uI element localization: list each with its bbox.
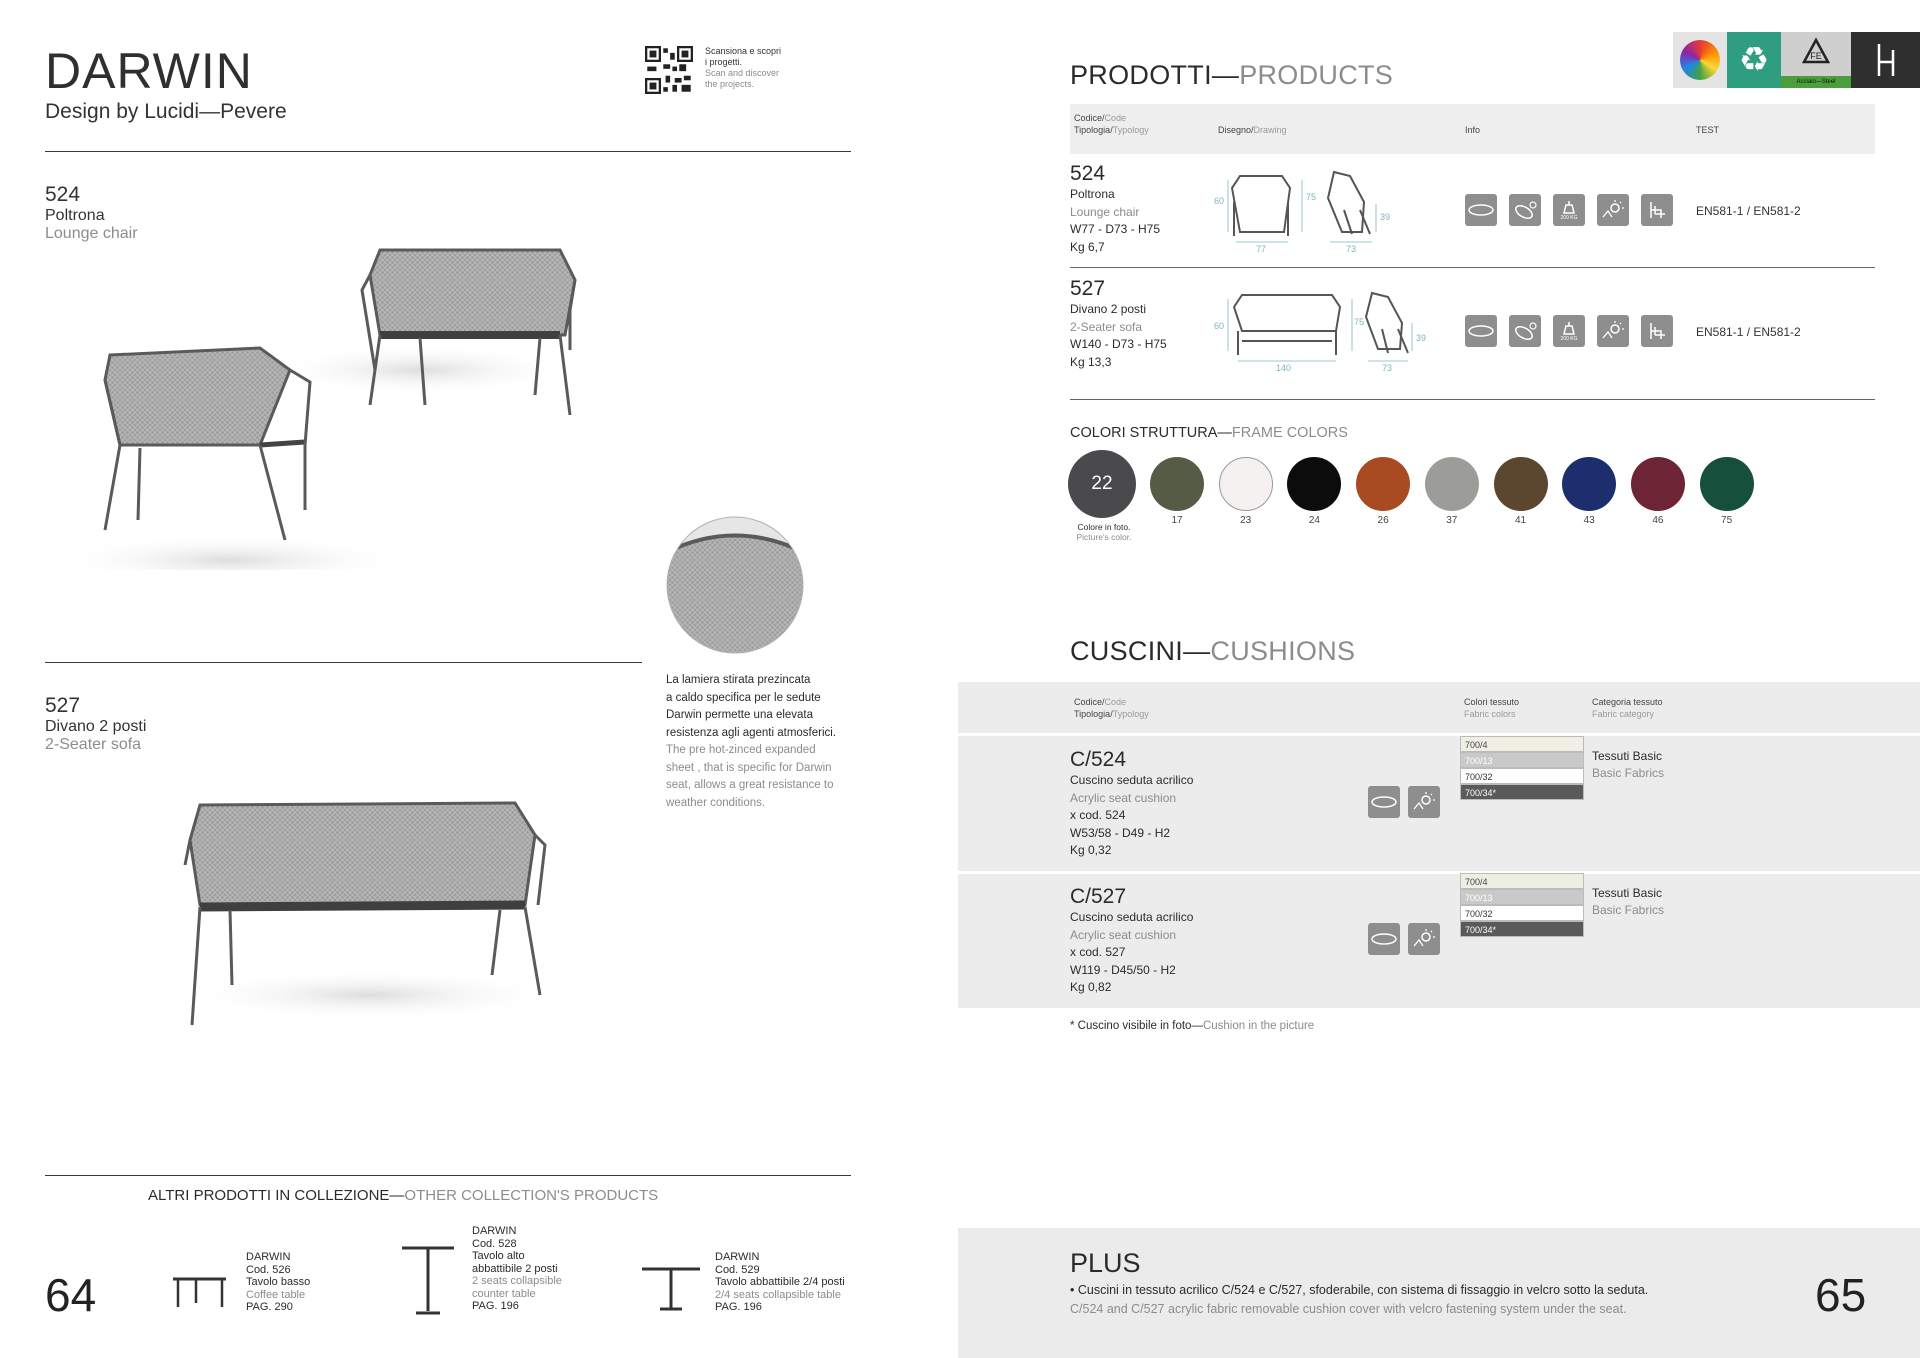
page-number-right: 65	[1815, 1269, 1867, 1321]
swatch-label: 41	[1514, 515, 1527, 526]
color-swatch-17[interactable]	[1150, 457, 1204, 511]
other-product-528[interactable]: DARWIN Cod. 528 Tavolo alto abbattibile 2 posti 2 seats collapsible counter table PAG. 196	[472, 1225, 562, 1312]
header-drawing: Disegno/Drawing	[1218, 125, 1287, 135]
row-dimensions: W140 - D73 - H75	[1070, 337, 1167, 351]
dim-arm: 60	[1214, 196, 1225, 206]
sofa-technical-drawing	[1212, 281, 1442, 371]
cushion-name-it: Cuscino seduta acrilico	[1070, 910, 1194, 924]
cushion-icons	[1368, 923, 1440, 955]
product-row-527	[1070, 277, 1875, 382]
page-number-left: 64	[45, 1269, 97, 1321]
weather-resistant-icon	[1597, 194, 1629, 226]
fabric-700-4: 700/4	[1460, 736, 1584, 752]
dim-seat: 39	[1416, 333, 1427, 343]
other-product-526[interactable]: DARWIN Cod. 526 Tavolo basso Coffee table PAG. 290	[246, 1251, 311, 1313]
chair-category-icon	[1851, 32, 1920, 88]
cushion-icon	[1465, 315, 1497, 347]
cushion-for: x cod. 524	[1070, 808, 1126, 822]
cushion-weight: Kg 0,82	[1070, 980, 1112, 994]
row-weight: Kg 13,3	[1070, 354, 1112, 369]
plus-section	[958, 1228, 1920, 1358]
row-dimensions: W77 - D73 - H75	[1070, 222, 1161, 236]
cushions-section-title: CUSCINI—CUSHIONS	[1070, 636, 1356, 666]
swatch-label: 46	[1652, 515, 1664, 526]
cushion-icon	[1368, 786, 1400, 818]
cushion-header-category: Categoria tessuto Fabric category	[1592, 697, 1663, 719]
cushion-weight: Kg 0,32	[1070, 843, 1112, 857]
dim-arm: 60	[1214, 321, 1225, 331]
frame-color-swatches	[1068, 450, 1868, 550]
chair-technical-drawing	[1212, 162, 1422, 252]
product-527-label	[45, 694, 146, 754]
dim-depth: 73	[1382, 363, 1393, 371]
cushion-code: C/527	[1070, 885, 1127, 908]
product-code: 524	[45, 183, 81, 206]
fabric-700-4: 700/4	[1460, 873, 1584, 889]
cushion-header-code: Codice/Code Tipologia/Typology	[1074, 697, 1149, 719]
cushion-cover-icon	[1509, 315, 1541, 347]
row-weight: Kg 6,7	[1070, 239, 1105, 254]
swatch-label: 37	[1446, 515, 1458, 526]
swatch-label: 26	[1377, 515, 1389, 526]
collection-title: DARWIN	[45, 43, 253, 99]
weather-resistant-icon	[1408, 923, 1440, 955]
products-section-title: PRODOTTI—PRODUCTS	[1070, 60, 1394, 90]
swatch-code-in-photo: 22	[1091, 473, 1113, 494]
frame-colors-title: COLORI STRUTTURA—FRAME COLORS	[1070, 425, 1348, 441]
cushion-dimensions: W53/58 - D49 - H2	[1070, 825, 1171, 840]
cushion-row-c524	[1070, 748, 1193, 860]
product-name-en: Lounge chair	[45, 225, 138, 242]
qr-code-icon[interactable]	[645, 46, 693, 94]
cushion-row-c527	[1070, 885, 1193, 997]
qr-caption: Scansiona e scopri i progetti. Scan and discover the projects.	[705, 46, 782, 89]
svg-text:FE: FE	[1810, 51, 1822, 61]
other-products-heading: ALTRI PRODOTTI IN COLLEZIONE—OTHER COLLECTION'S PRODUCTS	[148, 1187, 659, 1204]
product-name-it: Poltrona	[45, 207, 105, 224]
swatch-label: 75	[1721, 515, 1733, 526]
stackable-icon	[1641, 194, 1673, 226]
color-swatch-41[interactable]	[1494, 457, 1548, 511]
steel-material-icon	[1781, 32, 1851, 74]
products-table-header	[1070, 104, 1875, 154]
color-swatch-43[interactable]	[1562, 457, 1616, 511]
cushion-icons	[1368, 786, 1440, 818]
weather-resistant-icon	[1408, 786, 1440, 818]
color-swatch-46[interactable]	[1631, 457, 1685, 511]
dim-width: 140	[1276, 363, 1292, 371]
test-standards: EN581-1 / EN581-2	[1696, 325, 1801, 339]
cushion-icon	[1465, 194, 1497, 226]
row-name-en: Lounge chair	[1070, 204, 1140, 219]
fabric-700-13: 700/13	[1460, 889, 1584, 905]
dim-height: 75	[1306, 192, 1317, 202]
color-swatch-26[interactable]	[1356, 457, 1410, 511]
row-name-it: Divano 2 posti	[1070, 302, 1147, 316]
product-row-524	[1070, 162, 1875, 267]
dim-seat: 39	[1380, 212, 1391, 222]
cushion-cover-icon	[1509, 194, 1541, 226]
dim-depth: 73	[1346, 244, 1357, 252]
swatch-label: 17	[1171, 515, 1183, 526]
cushion-name-en: Acrylic seat cushion	[1070, 927, 1177, 942]
color-swatch-23[interactable]	[1219, 457, 1273, 511]
row-name-it: Poltrona	[1070, 187, 1115, 201]
fabric-700-32: 700/32	[1460, 768, 1584, 784]
cushion-for: x cod. 527	[1070, 945, 1126, 959]
header-test: TEST	[1696, 125, 1720, 135]
cushions-table	[958, 682, 1920, 1008]
section-divider	[45, 662, 642, 663]
swatch-label: 24	[1308, 515, 1320, 526]
header-divider	[45, 151, 851, 152]
cushion-dimensions: W119 - D45/50 - H2	[1070, 962, 1176, 977]
designer-credit: Design by Lucidi—Pevere	[45, 100, 287, 123]
color-wheel-icon	[1680, 40, 1720, 80]
row-code: 524	[1070, 162, 1106, 185]
plus-description: • Cuscini in tessuto acrilico C/524 e C/527, sfoderabile, con sistema di fissaggio in velcro sotto la seduta. C/524 and C/527 acrylic fabric removable cushion cover with velcro fastening system under the seat.	[1070, 1283, 1649, 1316]
header-code-type: Codice/Code Tipologia/Typology	[1074, 113, 1149, 135]
test-standards: EN581-1 / EN581-2	[1696, 204, 1801, 218]
cushion-name-en: Acrylic seat cushion	[1070, 790, 1177, 805]
sofa-photo	[170, 795, 560, 1030]
product-code: 527	[45, 694, 81, 717]
recycle-icon: ♻	[1727, 32, 1781, 88]
load-capacity-icon: 200 KG	[1553, 194, 1585, 226]
fabric-colors-c524	[1460, 736, 1584, 800]
row-code: 527	[1070, 277, 1106, 300]
cushion-code: C/524	[1070, 748, 1127, 771]
counter-table-icon	[398, 1243, 458, 1318]
material-description: La lamiera stirata prezincata a caldo specifica per le sedute Darwin permette una elevata resistenza agli agenti atmosferici. The pre hot-zinced expanded sheet , that is specific for Darwin seat, allows a great resistance to weather conditions.	[666, 674, 837, 809]
cushion-icon	[1368, 923, 1400, 955]
plus-title: PLUS	[1070, 1248, 1141, 1278]
coffee-table-icon	[170, 1273, 230, 1313]
lounge-chair-photo	[80, 230, 600, 570]
info-icons	[1465, 315, 1673, 347]
product-name-en: 2-Seater sofa	[45, 736, 142, 753]
footer-divider	[45, 1175, 851, 1176]
other-product-529[interactable]: DARWIN Cod. 529 Tavolo abbattibile 2/4 posti 2/4 seats collapsible table PAG. 196	[715, 1251, 845, 1313]
swatch-label: 23	[1240, 515, 1252, 526]
steel-badge: FE Acciaio—Steel	[1781, 32, 1851, 88]
fabric-700-32: 700/32	[1460, 905, 1584, 921]
info-icons	[1465, 194, 1673, 226]
mesh-detail-photo	[665, 515, 805, 655]
cushion-footnote: * Cuscino visibile in foto—Cushion in the picture	[1070, 1020, 1315, 1032]
fabric-colors-c527	[1460, 873, 1584, 937]
cushion-name-it: Cuscino seduta acrilico	[1070, 773, 1194, 787]
load-capacity-icon: 200 KG	[1553, 315, 1585, 347]
row-divider	[1070, 399, 1875, 400]
weather-resistant-icon	[1597, 315, 1629, 347]
color-swatch-75[interactable]	[1700, 457, 1754, 511]
color-swatch-24[interactable]	[1287, 457, 1341, 511]
collapsible-table-icon	[640, 1264, 702, 1314]
stackable-icon	[1641, 315, 1673, 347]
fabric-category-c524: Tessuti Basic Basic Fabrics	[1592, 749, 1665, 780]
row-divider	[1070, 267, 1875, 268]
fabric-700-34: 700/34*	[1460, 784, 1584, 800]
color-in-photo-note: Colore in foto. Picture's color.	[1076, 522, 1132, 542]
color-range-badge	[1673, 32, 1727, 88]
fabric-700-13: 700/13	[1460, 752, 1584, 768]
dim-height: 75	[1354, 317, 1365, 327]
fabric-700-34: 700/34*	[1460, 921, 1584, 937]
dim-width: 77	[1256, 244, 1267, 252]
cushion-header-fabric: Colori tessuto Fabric colors	[1464, 697, 1520, 719]
swatch-label: 43	[1583, 515, 1595, 526]
row-name-en: 2-Seater sofa	[1070, 319, 1143, 334]
color-swatch-37[interactable]	[1425, 457, 1479, 511]
header-info: Info	[1465, 125, 1481, 135]
product-name-it: Divano 2 posti	[45, 718, 147, 735]
fabric-category-c527: Tessuti Basic Basic Fabrics	[1592, 886, 1665, 917]
